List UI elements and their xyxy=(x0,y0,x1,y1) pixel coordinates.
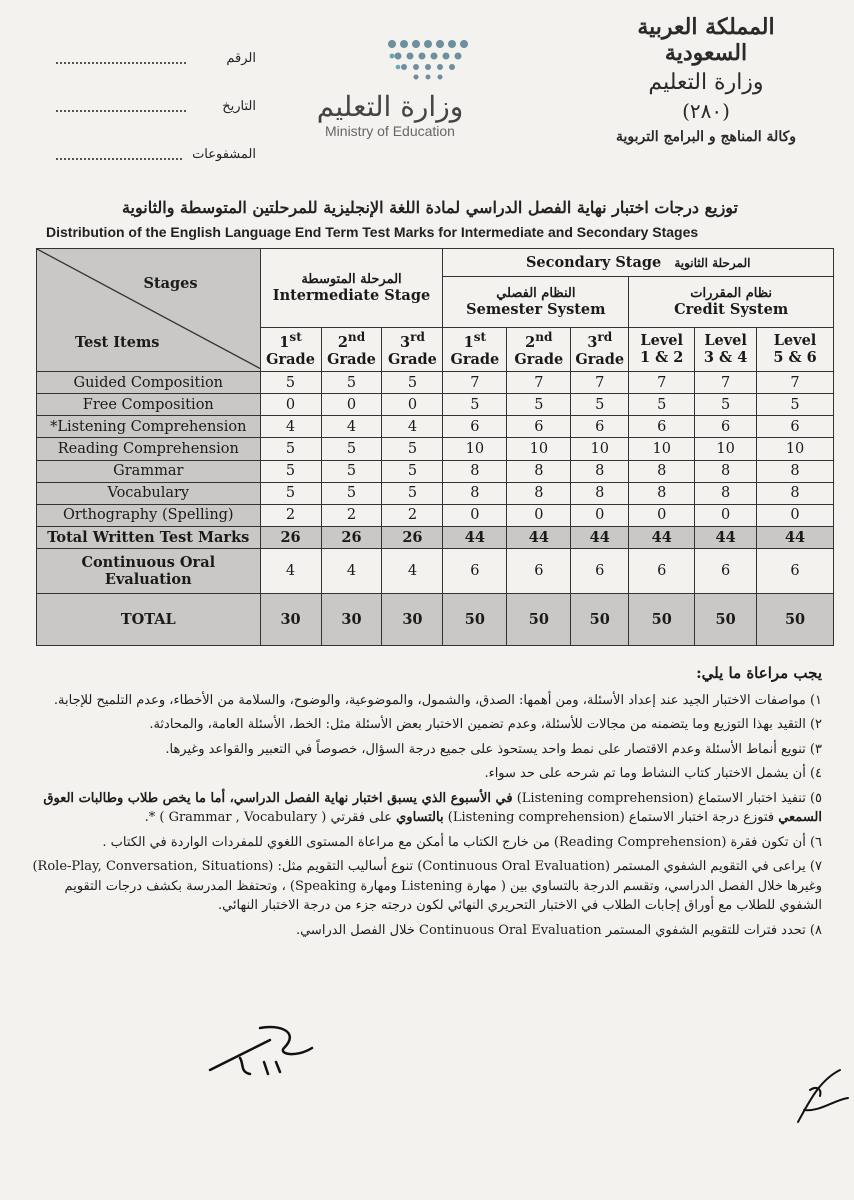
table-cell: 50 xyxy=(571,593,629,645)
table-cell: 5 xyxy=(321,371,382,393)
table-cell: 44 xyxy=(571,527,629,549)
level-header: Level 3 & 4 xyxy=(695,327,757,371)
table-cell: 50 xyxy=(507,593,571,645)
secondary-stage-header xyxy=(443,249,834,277)
intermediate-stage-header xyxy=(260,249,443,328)
table-cell: 6 xyxy=(571,549,629,593)
table-cell: 50 xyxy=(443,593,507,645)
test-item-row xyxy=(37,416,834,438)
notes-section xyxy=(32,662,822,945)
field-number-label: الرقم xyxy=(226,50,256,66)
field-attachments xyxy=(56,130,256,178)
table-cell: 5 xyxy=(260,460,321,482)
table-cell: 10 xyxy=(443,438,507,460)
title-arabic: توزيع درجات اختبار نهاية الفصل الدراسي لمادة اللغة الإنجليزية للمرحلتين المتوسطة والثانوية xyxy=(121,198,739,217)
test-item-label: *Listening Comprehension xyxy=(37,416,261,438)
field-date xyxy=(56,82,256,130)
level-header: Level 5 & 6 xyxy=(757,327,834,371)
test-item-row xyxy=(37,371,834,393)
intermediate-stage-en: Intermediate Stage xyxy=(272,286,431,304)
logo-english-text: Ministry of Education xyxy=(325,123,455,139)
test-item-row xyxy=(37,504,834,526)
table-cell: 4 xyxy=(321,416,382,438)
table-cell: 5 xyxy=(443,394,507,416)
semester-system-en: Semester System xyxy=(466,300,606,318)
table-cell: 0 xyxy=(507,504,571,526)
note-item xyxy=(32,789,822,828)
document-number: (٢٨٠) xyxy=(682,99,730,123)
table-cell: 8 xyxy=(695,482,757,504)
logo-dots-icon xyxy=(300,36,480,82)
table-cell: 8 xyxy=(507,482,571,504)
secondary-stage-en: Secondary Stage xyxy=(525,254,662,272)
table-cell: 10 xyxy=(695,438,757,460)
table-cell: 6 xyxy=(695,416,757,438)
note-5b: في الأسبوع الذي يسبق اختبار نهاية الفصل الدراسي، أما ما يخص طلاب وطالبات العوق السمعي xyxy=(43,790,822,825)
total-written-label: Total Written Test Marks xyxy=(37,527,261,549)
table-cell: 0 xyxy=(260,394,321,416)
table-cell: 44 xyxy=(443,527,507,549)
table-cell: 30 xyxy=(382,593,443,645)
ministry-logo xyxy=(300,36,480,139)
table-cell: 4 xyxy=(260,549,321,593)
test-item-row xyxy=(37,460,834,482)
table-cell: 10 xyxy=(757,438,834,460)
note-7b: وغيرها خلال الفصل الدراسي، وتقسم الدرجة بالتساوي بين ( مهارة Listening ومهارة Speaking) ، وتحتفظ المدرسة بكشف درجات التقويم الشفوي للطلاب مع أوراق إجابات الطلاب في الاختبار التحريري النهائي لكون درجته جزء من درجة الاختبار النهائي. xyxy=(64,878,822,913)
note-item: ٨) تحدد فترات للتقويم الشفوي المستمر Continuous Oral Evaluation خلال الفصل الدراسي. xyxy=(295,922,822,938)
field-attachments-line xyxy=(56,148,182,160)
table-cell: 8 xyxy=(757,482,834,504)
table-cell: 4 xyxy=(382,549,443,593)
credit-system-ar: نظام المقررات xyxy=(690,285,773,301)
grade-header: 1st Grade xyxy=(443,327,507,371)
table-cell: 30 xyxy=(260,593,321,645)
credit-system-header xyxy=(629,277,834,327)
table-cell: 44 xyxy=(507,527,571,549)
note-item: ٣) تنويع أنماط الأسئلة وعدم الاقتصار على نمط واحد يستحوذ على جميع درجة السؤال، خصوصاً في التعبير والقواعد وغيرها. xyxy=(165,741,822,757)
note-7a: ٧) يراعى في التقويم الشفوي المستمر (Continuous Oral Evaluation) تنوع أساليب التقويم مثل: (Role-Play, Conversation, Situations) xyxy=(32,859,822,874)
note-5e: على فقرتي ( Grammar , Vocabulary ) *. xyxy=(144,810,392,825)
table-cell: 5 xyxy=(321,482,382,504)
note-item: ٤) أن يشمل الاختبار كتاب النشاط وما تم شرحه على حد سواء. xyxy=(484,766,822,781)
signature-mark xyxy=(200,1018,320,1078)
field-date-line xyxy=(56,100,186,112)
table-cell: 0 xyxy=(571,504,629,526)
table-cell: 7 xyxy=(443,371,507,393)
note-item: ١) مواصفات الاختبار الجيد عند إعداد الأسئلة، ومن أهمها: الصدق، والشمول، والموضوعية، والوضوح، والسلامة من الأخطاء، وعدم التلميح للإجابة. xyxy=(53,692,822,708)
note-5c: فتوزع درجة اختبار الاستماع (Listening comprehension) xyxy=(447,810,775,825)
note-5d: بالتساوي xyxy=(396,810,444,825)
table-cell: 5 xyxy=(260,482,321,504)
test-item-label: Grammar xyxy=(37,460,261,482)
field-number-line xyxy=(56,52,186,64)
table-cell: 10 xyxy=(507,438,571,460)
table-cell: 44 xyxy=(757,527,834,549)
table-cell: 7 xyxy=(507,371,571,393)
secondary-stage-ar: المرحلة الثانوية xyxy=(674,256,751,271)
semester-system-ar: النظام الفصلي xyxy=(496,285,576,301)
note-item: ٢) التقيد بهذا التوزيع وما يتضمنه من مجالات للأسئلة، وعدم تضمين الاختبار بعض الأسئلة مثل: الخط، الأسئلة العامة، والمحادثة. xyxy=(149,717,822,732)
table-cell: 6 xyxy=(507,416,571,438)
table-cell: 44 xyxy=(629,527,695,549)
table-cell: 10 xyxy=(629,438,695,460)
kingdom-name: المملكة العربية السعودية xyxy=(637,14,775,66)
field-date-label: التاريخ xyxy=(222,98,256,114)
field-attachments-label: المشفوعات xyxy=(192,146,256,162)
grade-header: 2nd Grade xyxy=(507,327,571,371)
test-item-label: Orthography (Spelling) xyxy=(37,504,261,526)
table-cell: 8 xyxy=(571,460,629,482)
table-cell: 0 xyxy=(757,504,834,526)
table-cell: 7 xyxy=(629,371,695,393)
table-cell: 5 xyxy=(382,482,443,504)
test-item-label: Reading Comprehension xyxy=(37,438,261,460)
table-cell: 44 xyxy=(695,527,757,549)
table-cell: 7 xyxy=(695,371,757,393)
test-items-label: Test Items xyxy=(75,333,160,351)
oral-evaluation-label: Continuous Oral Evaluation xyxy=(37,549,261,593)
table-cell: 0 xyxy=(695,504,757,526)
grade-header: 1st Grade xyxy=(260,327,321,371)
table-cell: 8 xyxy=(507,460,571,482)
grade-header: 2nd Grade xyxy=(321,327,382,371)
table-cell: 8 xyxy=(629,460,695,482)
logo-arabic-text: وزارة التعليم xyxy=(316,90,464,123)
reference-fields xyxy=(56,34,256,178)
test-item-row xyxy=(37,482,834,504)
diagonal-line xyxy=(37,249,261,369)
table-cell: 50 xyxy=(695,593,757,645)
table-cell: 5 xyxy=(571,394,629,416)
grade-header: 3rd Grade xyxy=(571,327,629,371)
level-header: Level 1 & 2 xyxy=(629,327,695,371)
ministry-name: وزارة التعليم xyxy=(648,70,764,95)
marks-table xyxy=(36,248,834,646)
table-cell: 4 xyxy=(321,549,382,593)
table-cell: 5 xyxy=(382,438,443,460)
table-cell: 0 xyxy=(321,394,382,416)
table-cell: 5 xyxy=(629,394,695,416)
table-cell: 5 xyxy=(695,394,757,416)
table-cell: 6 xyxy=(757,549,834,593)
table-cell: 8 xyxy=(443,460,507,482)
signature-mark xyxy=(790,1060,854,1130)
table-cell: 50 xyxy=(629,593,695,645)
table-cell: 5 xyxy=(382,460,443,482)
table-cell: 7 xyxy=(757,371,834,393)
stages-label: Stages xyxy=(143,275,198,292)
title-english: Distribution of the English Language End Term Test Marks for Intermediate and Secondary Stages xyxy=(46,224,699,240)
ministry-header xyxy=(596,14,816,145)
table-cell: 8 xyxy=(571,482,629,504)
table-cell: 6 xyxy=(507,549,571,593)
test-item-label: Vocabulary xyxy=(37,482,261,504)
table-cell: 0 xyxy=(382,394,443,416)
table-cell: 5 xyxy=(321,438,382,460)
table-cell: 10 xyxy=(571,438,629,460)
note-item xyxy=(32,857,822,916)
table-cell: 4 xyxy=(382,416,443,438)
table-cell: 50 xyxy=(757,593,834,645)
table-cell: 8 xyxy=(695,460,757,482)
table-cell: 26 xyxy=(260,527,321,549)
table-cell: 6 xyxy=(757,416,834,438)
table-cell: 5 xyxy=(321,460,382,482)
table-cell: 26 xyxy=(382,527,443,549)
note-item: ٦) أن تكون فقرة (Reading Comprehension) من خارج الكتاب ما أمكن مع مراعاة المستوى اللغوي للمفردات الواردة في الكتاب . xyxy=(102,834,822,850)
table-cell: 5 xyxy=(757,394,834,416)
table-cell: 30 xyxy=(321,593,382,645)
table-cell: 5 xyxy=(260,438,321,460)
table-cell: 7 xyxy=(571,371,629,393)
grade-header: 3rd Grade xyxy=(382,327,443,371)
total-label: TOTAL xyxy=(37,593,261,645)
notes-heading: يجب مراعاة ما يلي: xyxy=(696,664,822,682)
test-item-label: Free Composition xyxy=(37,394,261,416)
agency-name: وكالة المناهج و البرامج التربوية xyxy=(615,129,797,145)
table-cell: 0 xyxy=(443,504,507,526)
table-cell: 6 xyxy=(629,549,695,593)
table-cell: 4 xyxy=(260,416,321,438)
table-cell: 6 xyxy=(695,549,757,593)
table-cell: 5 xyxy=(382,371,443,393)
test-item-row xyxy=(37,394,834,416)
table-cell: 6 xyxy=(571,416,629,438)
test-item-label: Guided Composition xyxy=(37,371,261,393)
test-item-row xyxy=(37,438,834,460)
oral-evaluation-row xyxy=(37,549,834,593)
total-written-row xyxy=(37,527,834,549)
credit-system-en: Credit System xyxy=(674,300,789,318)
test-item-rows xyxy=(37,371,834,526)
field-number xyxy=(56,34,256,82)
intermediate-stage-ar: المرحلة المتوسطة xyxy=(301,271,402,287)
note-5a: ٥) تنفيذ اختبار الاستماع (Listening comprehension) xyxy=(516,790,822,806)
total-row xyxy=(37,593,834,645)
table-cell: 0 xyxy=(629,504,695,526)
table-cell: 6 xyxy=(629,416,695,438)
table-cell: 2 xyxy=(260,504,321,526)
table-cell: 5 xyxy=(260,371,321,393)
table-cell: 2 xyxy=(382,504,443,526)
table-cell: 6 xyxy=(443,549,507,593)
table-cell: 2 xyxy=(321,504,382,526)
table-cell: 26 xyxy=(321,527,382,549)
table-cell: 8 xyxy=(443,482,507,504)
table-cell: 8 xyxy=(757,460,834,482)
table-cell: 5 xyxy=(507,394,571,416)
table-cell: 6 xyxy=(443,416,507,438)
semester-system-header xyxy=(443,277,629,327)
table-cell: 8 xyxy=(629,482,695,504)
stages-items-header-cell xyxy=(37,249,261,372)
